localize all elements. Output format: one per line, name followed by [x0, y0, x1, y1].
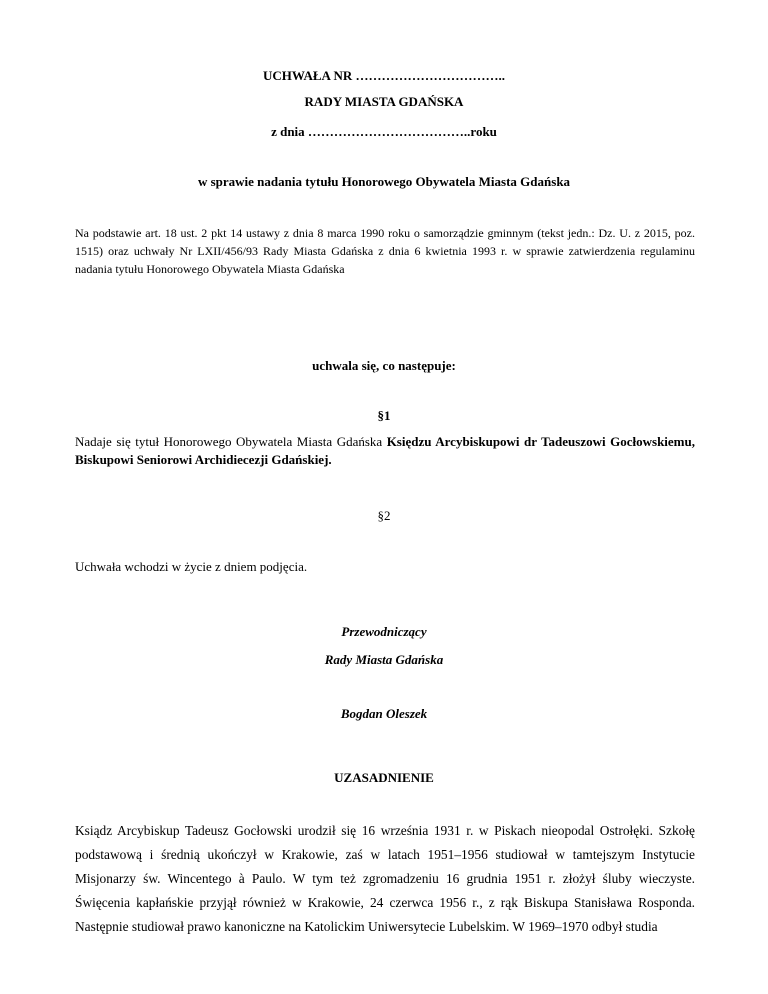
signature-role: Przewodniczący — [341, 624, 427, 639]
legal-basis: Na podstawie art. 18 ust. 2 pkt 14 ustawy z dnia 8 marca 1990 roku o samorządzie gminnym (tekst jedn.: Dz. U. z 2015, poz. 1515) oraz uchwały Nr LXII/456/93 Rady Miasta Gdańska z dnia 6 kwietnia 1993 r. w sprawie zatwierdzenia regulaminu nadania tytułu Honorowego Obywatela Miasta Gdańska — [75, 226, 695, 276]
signature-council: Rady Miasta Gdańska — [324, 652, 444, 667]
justification-heading: UZASADNIENIE — [334, 770, 434, 785]
resolution-subject: w sprawie nadania tytułu Honorowego Obywatela Miasta Gdańska — [197, 174, 571, 189]
council-name: RADY MIASTA GDAŃSKA — [304, 94, 464, 109]
section-1-honoree: Księdzu Arcybiskupowi dr Tadeuszowi Gocłowskiemu, Biskupowi Seniorowi Archidiecezji Gdańskiej. — [75, 434, 695, 467]
section-2-text: Uchwała wchodzi w życie z dniem podjęcia. — [75, 559, 308, 574]
section-1-plain: Nadaje się tytuł Honorowego Obywatela Miasta Gdańska — [75, 434, 387, 449]
section-2-symbol: §2 — [377, 508, 391, 523]
justification-text: Ksiądz Arcybiskup Tadeusz Gocłowski urodził się 16 września 1931 r. w Piskach nieopodal Ostrołęki. Szkołę podstawową i średnią ukończył w Krakowie, zaś w latach 1951–1956 studiował w tamtejszym Instytucie Misjonarzy św. Wincentego à Paulo. W tym też zgromadzeniu 16 grudnia 1951 r. złożył śluby wieczyste. Święcenia kapłańskie przyjął również w Krakowie, 24 czerwca 1956 r., z rąk Biskupa Stanisława Rosponda. Następnie studiował prawo kanoniczne na Katolickim Uniwersytecie Lubelskim. W 1969–1970 odbył studia — [75, 823, 695, 934]
section-1-text — [75, 433, 695, 469]
resolves-clause: uchwala się, co następuje: — [312, 358, 456, 373]
section-1-symbol: §1 — [377, 408, 391, 423]
resolution-number: UCHWAŁA NR …………………………….. — [263, 68, 505, 83]
signature-name: Bogdan Oleszek — [340, 706, 428, 721]
date-line: z dnia ………………………………..roku — [271, 124, 497, 139]
